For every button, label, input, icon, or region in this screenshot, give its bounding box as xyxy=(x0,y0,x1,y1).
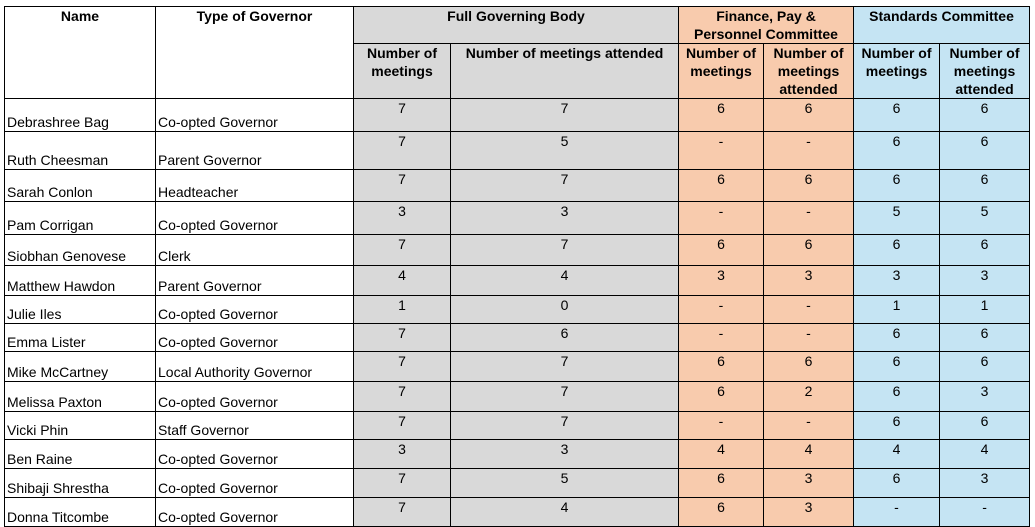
header-type: Type of Governor xyxy=(156,7,354,99)
cell-fgb-m: 7 xyxy=(354,324,451,352)
cell-name: Shibaji Shrestha xyxy=(5,469,156,498)
cell-std-m: 6 xyxy=(854,170,940,202)
cell-fgb-m: 7 xyxy=(354,99,451,132)
cell-fin-a: 3 xyxy=(764,266,854,296)
cell-name: Ben Raine xyxy=(5,440,156,469)
table-row xyxy=(5,266,1030,296)
cell-fgb-a: 3 xyxy=(451,440,679,469)
cell-name: Vicki Phin xyxy=(5,412,156,440)
cell-fgb-a: 7 xyxy=(451,235,679,266)
cell-fgb-m: 7 xyxy=(354,382,451,412)
cell-name: Melissa Paxton xyxy=(5,382,156,412)
cell-name: Debrashree Bag xyxy=(5,99,156,132)
cell-fin-a: 4 xyxy=(764,440,854,469)
header-fgb-meetings: Number of meetings xyxy=(354,44,451,99)
table-body xyxy=(5,99,1030,527)
table-row xyxy=(5,132,1030,170)
cell-fin-m: 6 xyxy=(679,170,764,202)
cell-std-a: 6 xyxy=(940,235,1030,266)
cell-fin-a: 6 xyxy=(764,235,854,266)
header-full-governing-body: Full Governing Body xyxy=(354,7,679,44)
cell-fin-a: 6 xyxy=(764,352,854,382)
cell-type: Co-opted Governor xyxy=(156,99,354,132)
table-row xyxy=(5,99,1030,132)
cell-fgb-a: 0 xyxy=(451,296,679,324)
cell-fgb-m: 1 xyxy=(354,296,451,324)
cell-fin-a: - xyxy=(764,296,854,324)
cell-fin-m: - xyxy=(679,132,764,170)
cell-std-m: 6 xyxy=(854,469,940,498)
cell-std-m: - xyxy=(854,498,940,527)
cell-fgb-m: 7 xyxy=(354,469,451,498)
cell-std-a: 4 xyxy=(940,440,1030,469)
cell-std-a: 3 xyxy=(940,382,1030,412)
cell-name: Pam Corrigan xyxy=(5,202,156,235)
cell-fin-m: 6 xyxy=(679,99,764,132)
cell-fgb-m: 7 xyxy=(354,498,451,527)
cell-fgb-a: 5 xyxy=(451,469,679,498)
header-standards-committee: Standards Committee xyxy=(854,7,1030,44)
cell-fin-a: - xyxy=(764,324,854,352)
cell-std-m: 6 xyxy=(854,412,940,440)
table-row xyxy=(5,324,1030,352)
cell-fin-a: - xyxy=(764,202,854,235)
cell-fgb-m: 3 xyxy=(354,440,451,469)
cell-std-a: 6 xyxy=(940,352,1030,382)
cell-fin-a: 3 xyxy=(764,469,854,498)
table-row xyxy=(5,202,1030,235)
cell-fin-m: - xyxy=(679,296,764,324)
cell-std-m: 4 xyxy=(854,440,940,469)
table-row xyxy=(5,498,1030,527)
cell-fin-a: 6 xyxy=(764,170,854,202)
table-row xyxy=(5,440,1030,469)
cell-fin-a: 3 xyxy=(764,498,854,527)
cell-name: Julie Iles xyxy=(5,296,156,324)
cell-std-a: 6 xyxy=(940,132,1030,170)
cell-fgb-m: 7 xyxy=(354,235,451,266)
cell-fin-m: 4 xyxy=(679,440,764,469)
cell-fin-a: - xyxy=(764,412,854,440)
header-fin-attended: Number of meetings attended xyxy=(764,44,854,99)
cell-std-m: 6 xyxy=(854,324,940,352)
cell-fgb-m: 7 xyxy=(354,412,451,440)
cell-std-a: 6 xyxy=(940,170,1030,202)
cell-fgb-m: 7 xyxy=(354,170,451,202)
table-row xyxy=(5,382,1030,412)
cell-fin-a: 2 xyxy=(764,382,854,412)
cell-std-m: 6 xyxy=(854,352,940,382)
cell-name: Mike McCartney xyxy=(5,352,156,382)
cell-fin-m: 6 xyxy=(679,469,764,498)
cell-type: Parent Governor xyxy=(156,132,354,170)
cell-fgb-a: 4 xyxy=(451,266,679,296)
cell-name: Matthew Hawdon xyxy=(5,266,156,296)
cell-std-a: 6 xyxy=(940,412,1030,440)
cell-std-a: 3 xyxy=(940,266,1030,296)
cell-fin-m: 3 xyxy=(679,266,764,296)
cell-std-a: 1 xyxy=(940,296,1030,324)
cell-name: Sarah Conlon xyxy=(5,170,156,202)
cell-type: Co-opted Governor xyxy=(156,469,354,498)
cell-std-m: 6 xyxy=(854,99,940,132)
cell-fin-m: 6 xyxy=(679,382,764,412)
cell-fin-a: - xyxy=(764,132,854,170)
cell-type: Co-opted Governor xyxy=(156,324,354,352)
table-row xyxy=(5,469,1030,498)
cell-fgb-a: 5 xyxy=(451,132,679,170)
cell-std-a: 3 xyxy=(940,469,1030,498)
table-row xyxy=(5,170,1030,202)
header-name: Name xyxy=(5,7,156,99)
cell-fgb-m: 7 xyxy=(354,352,451,382)
cell-fgb-a: 7 xyxy=(451,382,679,412)
cell-std-m: 5 xyxy=(854,202,940,235)
cell-type: Co-opted Governor xyxy=(156,202,354,235)
cell-name: Siobhan Genovese xyxy=(5,235,156,266)
cell-type: Co-opted Governor xyxy=(156,296,354,324)
cell-type: Local Authority Governor xyxy=(156,352,354,382)
cell-std-a: - xyxy=(940,498,1030,527)
cell-fin-m: 6 xyxy=(679,352,764,382)
table-row xyxy=(5,352,1030,382)
cell-type: Co-opted Governor xyxy=(156,382,354,412)
cell-std-m: 6 xyxy=(854,235,940,266)
cell-fin-m: 6 xyxy=(679,235,764,266)
cell-fgb-a: 3 xyxy=(451,202,679,235)
cell-type: Co-opted Governor xyxy=(156,498,354,527)
cell-type: Clerk xyxy=(156,235,354,266)
cell-std-m: 1 xyxy=(854,296,940,324)
cell-fgb-a: 7 xyxy=(451,412,679,440)
header-std-meetings: Number of meetings xyxy=(854,44,940,99)
cell-std-m: 3 xyxy=(854,266,940,296)
cell-type: Staff Governor xyxy=(156,412,354,440)
header-row-groups xyxy=(5,7,1030,44)
cell-fin-m: - xyxy=(679,324,764,352)
cell-std-a: 5 xyxy=(940,202,1030,235)
cell-fgb-a: 7 xyxy=(451,99,679,132)
cell-std-a: 6 xyxy=(940,324,1030,352)
cell-fgb-m: 7 xyxy=(354,132,451,170)
table-row xyxy=(5,296,1030,324)
header-fgb-attended: Number of meetings attended xyxy=(451,44,679,99)
cell-fin-m: - xyxy=(679,202,764,235)
cell-type: Co-opted Governor xyxy=(156,440,354,469)
cell-name: Emma Lister xyxy=(5,324,156,352)
cell-type: Parent Governor xyxy=(156,266,354,296)
cell-std-m: 6 xyxy=(854,132,940,170)
cell-fin-m: - xyxy=(679,412,764,440)
table-row xyxy=(5,412,1030,440)
header-fin-meetings: Number of meetings xyxy=(679,44,764,99)
cell-name: Donna Titcombe xyxy=(5,498,156,527)
cell-std-a: 6 xyxy=(940,99,1030,132)
cell-type: Headteacher xyxy=(156,170,354,202)
cell-fgb-a: 4 xyxy=(451,498,679,527)
cell-fgb-m: 3 xyxy=(354,202,451,235)
cell-fgb-a: 7 xyxy=(451,170,679,202)
table-row xyxy=(5,235,1030,266)
header-finance-committee: Finance, Pay & Personnel Committee xyxy=(679,7,854,44)
cell-name: Ruth Cheesman xyxy=(5,132,156,170)
governor-attendance-table xyxy=(4,6,1030,527)
cell-fgb-m: 4 xyxy=(354,266,451,296)
cell-fin-a: 6 xyxy=(764,99,854,132)
header-std-attended: Number of meetings attended xyxy=(940,44,1030,99)
cell-fgb-a: 6 xyxy=(451,324,679,352)
cell-fgb-a: 7 xyxy=(451,352,679,382)
cell-fin-m: 6 xyxy=(679,498,764,527)
cell-std-m: 6 xyxy=(854,382,940,412)
